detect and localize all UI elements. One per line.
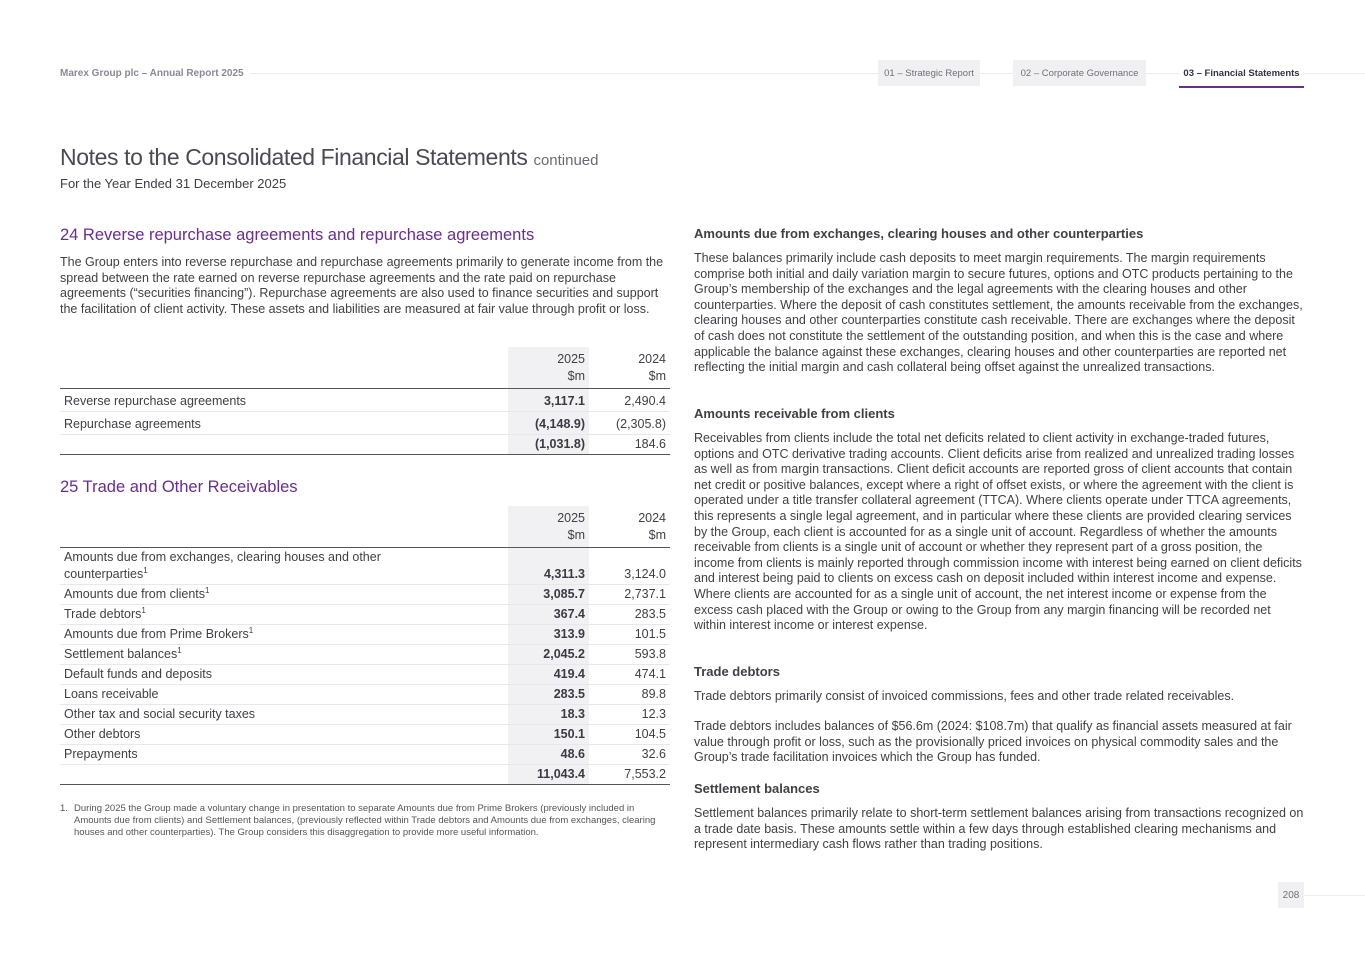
table-total-row: (1,031.8) 184.6 xyxy=(60,435,670,455)
footer-rule xyxy=(1304,895,1365,896)
table-row: Reverse repurchase agreements 3,117.1 2,490.4 xyxy=(60,389,670,412)
settlement-heading: Settlement balances xyxy=(694,781,820,796)
table-row: Amounts due from clients$^1$ 3,085.7 2,737.1 xyxy=(60,585,670,605)
report-title: Marex Group plc – Annual Report 2025 xyxy=(60,68,244,79)
trade-debtors-body-1: Trade debtors primarily consist of invoiced commissions, fees and other trade related receivables. xyxy=(694,689,1235,703)
note24-table xyxy=(60,347,670,455)
settlement-body: Settlement balances primarily relate to short-term settlement balances arising from transactions recognized on a trade date basis. These amounts settle within a few days through established clearing mechanisms and represent intermediary cash flows rather than trading positions. xyxy=(694,806,1304,852)
table-header-row xyxy=(60,506,670,548)
page-title-suffix: continued xyxy=(533,152,599,169)
table-row: Repurchase agreements (4,148.9) (2,305.8) xyxy=(60,412,670,435)
page-title-text: Notes to the Consolidated Financial Statements xyxy=(60,144,528,170)
col-2025-header: 2025 $m xyxy=(508,506,589,548)
tab-corporate-governance[interactable]: 02 – Corporate Governance xyxy=(1013,60,1146,86)
table-row: Prepayments 48.6 32.6 xyxy=(60,745,670,765)
note25-table xyxy=(60,506,670,785)
tab-strategic-report[interactable]: 01 – Strategic Report xyxy=(878,60,980,86)
page-title xyxy=(60,144,599,171)
table-row: Amounts due from Prime Brokers$^1$ 313.9 101.5 xyxy=(60,625,670,645)
col-2024-header: 2024 $m xyxy=(638,511,666,542)
table-row: Loans receivable 283.5 89.8 xyxy=(60,685,670,705)
col-2024-header: 2024 $m xyxy=(638,352,666,383)
table-row: Trade debtors$^1$ 367.4 283.5 xyxy=(60,605,670,625)
footnote-number: 1. xyxy=(60,803,68,814)
exchanges-body: These balances primarily include cash deposits to meet margin requirements. The margin requirements comprise both initial and daily variation margin to secure futures, options and OTC products pertaining to the Group’s membership of the exchanges and the legal agreements with the clearing houses and other counterparties. Where the deposit of cash constitutes settlement, the amounts receivable from the exchanges, clearing houses and other counterparties constitute cash receivable. There are exchanges where the deposit of cash does not constitute the settlement of the outstanding position, and when this is the case and where applicable the balance against these exchanges, clearing houses and other counterparties are reported net reflecting the initial margin and cash collateral being offset against the unrealized transactions. xyxy=(694,251,1303,375)
tab-financial-statements[interactable]: 03 – Financial Statements xyxy=(1179,60,1304,88)
page-subtitle: For the Year Ended 31 December 2025 xyxy=(60,176,287,191)
footnote-text: During 2025 the Group made a voluntary change in presentation to separate Amounts due from Prime Brokers (previously included in Amounts due from clients) and Settlement balances, (previously reflected within Trade debtors and Amounts due from exchanges, clearing houses and other counterparties). The Group considers this disaggregation to provide more useful information. xyxy=(74,803,656,838)
note24-heading: 24 Reverse repurchase agreements and repurchase agreements xyxy=(60,226,535,244)
table-row: Other debtors 150.1 104.5 xyxy=(60,725,670,745)
table-header-row xyxy=(60,347,670,389)
note24-body: The Group enters into reverse repurchase and repurchase agreements primarily to generate income from the spread between the rate earned on reverse repurchase agreements and the rate paid on repurchase agreements (“securities financing”). Repurchase agreements are also used to finance securities and support the facilitation of client activity. These assets and liabilities are measured at fair value through profit or loss. xyxy=(60,255,664,316)
table-row: Other tax and social security taxes 18.3 12.3 xyxy=(60,705,670,725)
trade-debtors-body-2: Trade debtors includes balances of $56.6m (2024: $108.7m) that qualify as financial assets measured at fair value through profit or loss, such as the provisionally priced invoices on physical commodity sales and the Group’s trade facilitation invoices which the Group has funded. xyxy=(694,719,1292,765)
table-total-row: 11,043.4 7,553.2 xyxy=(60,765,670,785)
note25-heading: 25 Trade and Other Receivables xyxy=(60,478,298,496)
clients-body: Receivables from clients include the total net deficits related to client activity in exchange-traded futures, options and OTC derivative trading accounts. Client deficits arise from realized and unrealized trading losses as well as from margin transactions. Client deficit accounts are reported gross of client accounts that contain net credit or positive balances, except where a right of offset exists, or where the agreement with the client is operated under a title transfer collateral agreement (TTCA). Where clients operate under TTCA agreements, this represents a single legal agreement, and in particular where these clients are provided clearing services by the Group, each client is accounted for as a single unit of account. Regardless of whether the amounts receivable from clients is a single unit of account or whether they represent part of a gross position, the income from clients is mainly reported through commission income with interest being earned on client deficits and interest being paid to clients on excess cash on deposit included within interest income and expense. Where clients are accounted for as a single unit of account, the net interest income or expense from the excess cash placed with the Group or owing to the Group from any margin financing will be recorded net within interest income or interest expense. xyxy=(694,431,1302,633)
page-number: 208 xyxy=(1278,882,1304,908)
exchanges-heading: Amounts due from exchanges, clearing houses and other counterparties xyxy=(694,226,1144,241)
col-2025-header: 2025 $m xyxy=(508,347,589,389)
table-row: Settlement balances$^1$ 2,045.2 593.8 xyxy=(60,645,670,665)
trade-debtors-heading: Trade debtors xyxy=(694,664,780,679)
clients-heading: Amounts receivable from clients xyxy=(694,406,895,421)
footnote xyxy=(60,803,672,839)
table-row: Default funds and deposits 419.4 474.1 xyxy=(60,665,670,685)
table-row: Amounts due from exchanges, clearing houses and other counterparties$^1$ 4,311.3 3,124.0 xyxy=(60,548,670,585)
